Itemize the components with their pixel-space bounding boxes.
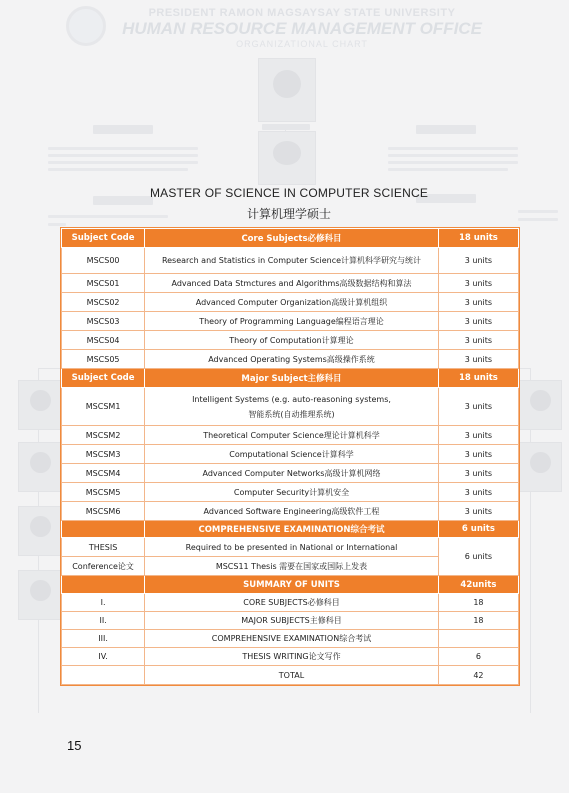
comprehensive-header-units: 6 units [438, 521, 518, 538]
org-photo [258, 58, 316, 122]
vision-text [518, 210, 558, 213]
table-row [62, 312, 519, 331]
subject-units: 3 units [438, 312, 518, 331]
total-row [62, 666, 519, 685]
table-row [62, 248, 519, 274]
subject-code: MSCSM6 [62, 502, 145, 521]
summary-number: III. [62, 630, 145, 648]
summary-units: 6 [438, 648, 518, 666]
summary-name: MAJOR SUBJECTS主修科目 [145, 612, 439, 630]
summary-name: CORE SUBJECTS必修科目 [145, 594, 439, 612]
subject-units: 3 units [438, 502, 518, 521]
subject-code: MSCSM4 [62, 464, 145, 483]
mission-text [388, 154, 518, 157]
org-photo [18, 442, 62, 492]
subject-code: MSCSM1 [62, 388, 145, 426]
background-chart-label: ORGANIZATIONAL CHART [236, 39, 368, 49]
subject-units: 3 units [438, 464, 518, 483]
curriculum-table [60, 227, 520, 686]
vision-text [48, 223, 66, 226]
subject-name: Theory of Computation计算理论 [145, 331, 439, 350]
subject-code: MSCSM5 [62, 483, 145, 502]
subject-name-line: Intelligent Systems (e.g. auto-reasoning systems, [192, 394, 391, 404]
total-units: 42 [438, 666, 518, 685]
subject-units: 3 units [438, 388, 518, 426]
major-header-name: Major Subject主修科目 [145, 369, 439, 388]
subject-units: 3 units [438, 293, 518, 312]
mission-text [388, 147, 518, 150]
table-row [62, 350, 519, 369]
summary-number: IV. [62, 648, 145, 666]
table-row [62, 331, 519, 350]
major-header-code: Subject Code [62, 369, 145, 388]
subject-name: Computer Security计算机安全 [145, 483, 439, 502]
subject-name: Computational Science计算科学 [145, 445, 439, 464]
subject-units: 3 units [438, 445, 518, 464]
table-row [62, 293, 519, 312]
subject-name: Advanced Computer Networks高级计算机网络 [145, 464, 439, 483]
conference-description: MSCS11 Thesis 需要在国家或国际上发表 [145, 557, 439, 576]
total-label: TOTAL [145, 666, 439, 685]
subject-units: 3 units [438, 274, 518, 293]
mission-text [388, 168, 508, 171]
table-row [62, 426, 519, 445]
mission-text [388, 161, 518, 164]
summary-number: I. [62, 594, 145, 612]
subject-name: Theory of Programming Language编程语言理论 [145, 312, 439, 331]
summary-name: THESIS WRITING论文写作 [145, 648, 439, 666]
major-header-row [62, 369, 519, 388]
table-row [62, 630, 519, 648]
summary-units: 18 [438, 612, 518, 630]
table-row [62, 274, 519, 293]
subject-name [145, 388, 439, 426]
mission-text [48, 147, 198, 150]
mission-text [48, 161, 198, 164]
table-row [62, 648, 519, 666]
summary-units [438, 630, 518, 648]
vision-text [518, 218, 558, 221]
subject-name: Advanced Data Stmctures and Algorithms高级数据结构和算法 [145, 274, 439, 293]
total-empty [62, 666, 145, 685]
table-row [62, 483, 519, 502]
summary-units: 18 [438, 594, 518, 612]
subject-code: MSCS01 [62, 274, 145, 293]
subject-name: Advanced Operating Systems高级操作系统 [145, 350, 439, 369]
subject-name-line: 智能系统(自动推理系统) [248, 409, 335, 419]
subject-units: 3 units [438, 248, 518, 274]
subject-name: Advanced Software Engineering高级软件工程 [145, 502, 439, 521]
university-seal-logo [66, 6, 106, 46]
core-header-code: Subject Code [62, 229, 145, 248]
background-office-name: HUMAN RESOURCE MANAGEMENT OFFICE [122, 19, 482, 38]
core-header-name: Core Subjects必修科目 [145, 229, 439, 248]
thesis-description: Required to be presented in National or International [145, 538, 439, 557]
comprehensive-header-name: COMPREHENSIVE EXAMINATION综合考试 [145, 521, 439, 538]
comprehensive-units: 6 units [438, 538, 518, 576]
org-connector [38, 368, 60, 369]
summary-number: II. [62, 612, 145, 630]
summary-header-units: 42units [438, 576, 518, 594]
mission-text [48, 168, 188, 171]
table-row [62, 538, 519, 557]
org-label [262, 124, 310, 130]
table-row [62, 445, 519, 464]
table-row [62, 612, 519, 630]
mission-text [48, 154, 198, 157]
subject-name: Advanced Computer Organization高级计算机组织 [145, 293, 439, 312]
summary-header-name: SUMMARY OF UNITS [145, 576, 439, 594]
subject-code: MSCS05 [62, 350, 145, 369]
background-header [0, 0, 569, 60]
subject-units: 3 units [438, 350, 518, 369]
org-photo [18, 506, 62, 556]
page-number: 15 [67, 738, 82, 753]
subject-units: 3 units [438, 483, 518, 502]
subject-units: 3 units [438, 331, 518, 350]
conference-code: Conference论文 [62, 557, 145, 576]
core-header-row [62, 229, 519, 248]
comprehensive-header-empty [62, 521, 145, 538]
mission-label [93, 125, 153, 134]
table-row [62, 594, 519, 612]
summary-header-row [62, 576, 519, 594]
subject-code: MSCS03 [62, 312, 145, 331]
mission-label [416, 125, 476, 134]
org-photo [518, 380, 562, 430]
subject-code: MSCS00 [62, 248, 145, 274]
subject-code: MSCS02 [62, 293, 145, 312]
core-header-units: 18 units [438, 229, 518, 248]
background-university-name: PRESIDENT RAMON MAGSAYSAY STATE UNIVERSITY [148, 7, 456, 19]
table-row [62, 502, 519, 521]
table-row [62, 464, 519, 483]
program-title: MASTER OF SCIENCE IN COMPUTER SCIENCE [149, 186, 429, 200]
org-photo [18, 570, 62, 620]
summary-name: COMPREHENSIVE EXAMINATION综合考试 [145, 630, 439, 648]
table-row [62, 388, 519, 426]
program-title-cn: 计算机理学硕士 [246, 207, 331, 221]
subject-units: 3 units [438, 426, 518, 445]
major-header-units: 18 units [438, 369, 518, 388]
subject-name: Research and Statistics in Computer Science计算机科学研究与统计 [145, 248, 439, 274]
org-photo [258, 131, 316, 185]
subject-code: MSCS04 [62, 331, 145, 350]
subject-code: MSCSM3 [62, 445, 145, 464]
subject-code: MSCSM2 [62, 426, 145, 445]
org-photo [18, 380, 62, 430]
summary-header-empty [62, 576, 145, 594]
thesis-code: THESIS [62, 538, 145, 557]
org-photo [518, 442, 562, 492]
subject-name: Theoretical Computer Science理论计算机科学 [145, 426, 439, 445]
comprehensive-header-row [62, 521, 519, 538]
